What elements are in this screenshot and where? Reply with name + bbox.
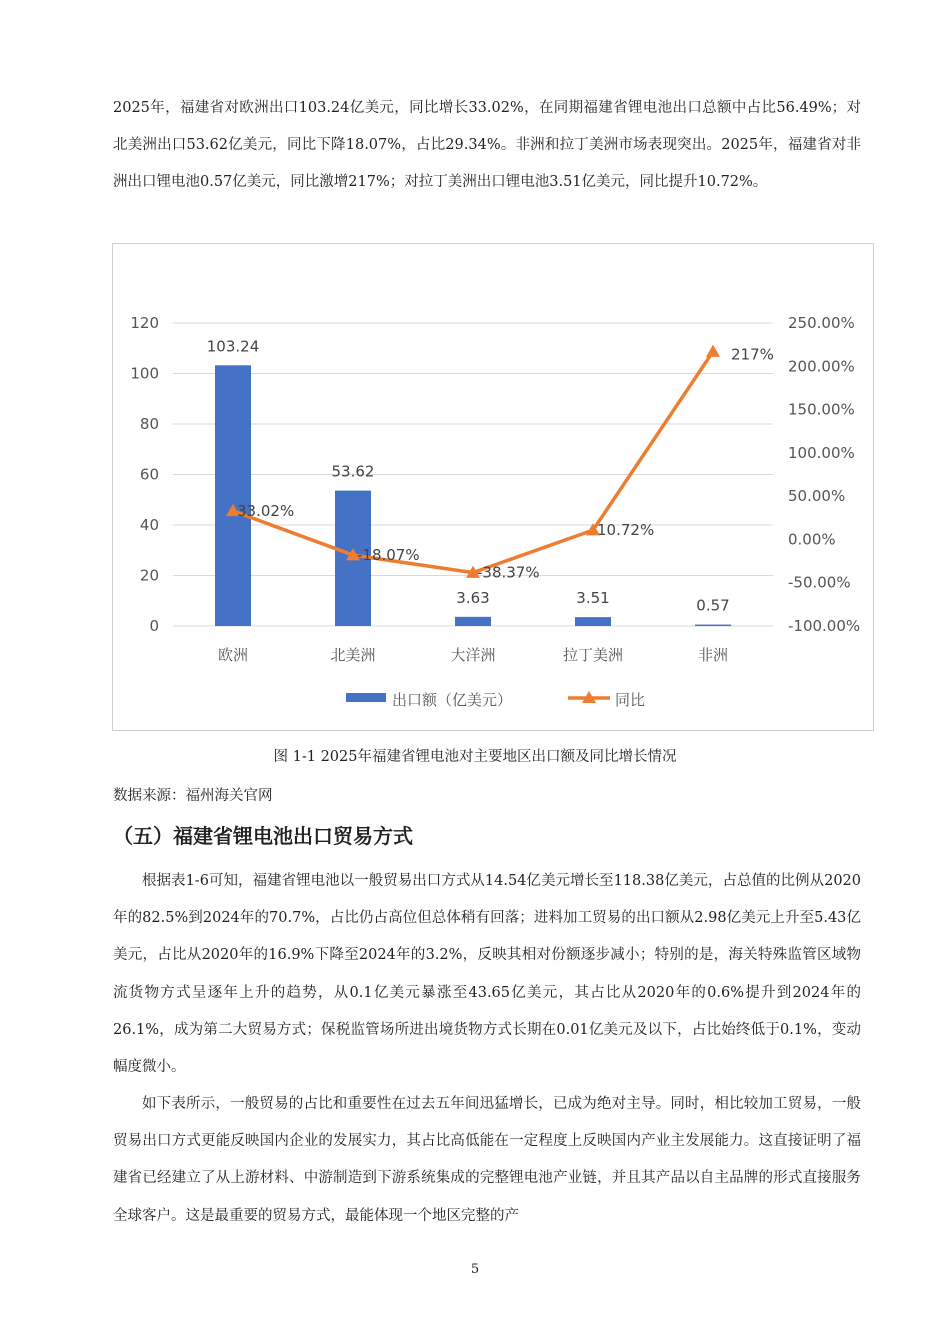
y-left-tick-label: 60 [139,465,159,484]
y-left-tick-label: 120 [130,314,159,332]
bar [215,365,251,626]
bar-data-label: 3.63 [456,588,490,607]
y-left-tick-label: 100 [130,364,159,383]
bar-data-label: 53.62 [331,462,375,481]
y-right-tick-label: -50.00% [788,573,851,592]
line-data-label: 33.02% [237,501,295,520]
y-right-tick-label: 50.00% [788,487,846,506]
paragraph-export-by-region: 2025年，福建省对欧洲出口103.24亿美元，同比增长33.02%，在同期福建省锂电池出口总额中占比56.49%；对北美洲出口53.62亿美元，同比下降18.07%，占比29.34%。非洲和拉丁美洲市场表现突出。2025年，福建省对非洲出口锂电池0.57亿美元，同比激增217%；对拉丁美洲出口锂电池3.51亿美元，同比提升10.72%。 [113,100,861,191]
y-right-tick-label: 0.00% [788,530,836,549]
paragraph-general-trade: 如下表所示，一般贸易的占比和重要性在过去五年间迅猛增长，已成为绝对主导。同时，相比较加工贸易，一般贸易出口方式更能反映国内企业的发展实力，其占比高低能在一定程度上反映国内产业主发展能力。这直接证明了福建省已经建立了从上游材料、中游制造到下游系统集成的完整锂电池产业链，并且其产品以自主品牌的形式直接服务全球客户。这是最重要的贸易方式，最能体现一个地区完整的产 [113,1096,861,1224]
bar [455,617,491,626]
line-point [706,345,720,357]
bar [575,617,611,626]
y-right-tick-label: -100.00% [788,617,861,635]
x-tick-label: 大洋洲 [450,646,496,664]
page-number: 5 [470,1262,480,1277]
x-tick-label: 拉丁美洲 [562,646,624,664]
bar-data-label: 103.24 [206,337,260,356]
line-series [233,352,713,573]
line-data-label: -18.07% [357,546,420,565]
y-right-tick-label: 150.00% [788,400,855,419]
legend-line-label: 同比 [615,691,646,709]
y-left-tick-label: 40 [139,516,159,534]
y-left-tick-label: 80 [139,415,159,433]
x-tick-label: 北美洲 [330,646,376,664]
bar-data-label: 3.51 [576,589,610,608]
x-tick-label: 非洲 [697,646,729,664]
y-left-tick-label: 20 [139,566,159,585]
figure-chart-frame [112,243,874,731]
line-data-label: -38.37% [477,563,540,582]
section-heading: （五）福建省锂电池出口贸易方式 [113,824,413,848]
bar-data-label: 0.57 [696,596,730,615]
legend-bar-label: 出口额（亿美元） [392,691,513,709]
line-data-label: 217% [731,345,774,364]
y-left-tick-label: 0 [149,617,159,635]
paragraph-trade-mode: 根据表1-6可知，福建省锂电池以一般贸易出口方式从14.54亿美元增长至118.38亿美元，占总值的比例从2020年的82.5%到2024年的70.7%，占比仍占高位但总体稍有回落；进料加工贸易的出口额从2.98亿美元上升至5.43亿美元，占比从2020年的16.9%下降至2024年的3.2%，反映其相对份额逐步减小；特别的是，海关特殊监管区域物流货物方式呈逐年上升的趋势，从0.1亿美元暴涨至43.65亿美元，其占比从2020年的0.6%提升到2024年的26.1%，成为第二大贸易方式；保税监管场所进出境货物方式长期在0.01亿美元及以下，占比始终低于0.1%，变动幅度微小。 [113,873,861,1076]
x-tick-label: 欧洲 [217,646,249,664]
y-right-tick-label: 100.00% [788,443,855,462]
bar [695,625,731,626]
y-right-tick-label: 250.00% [788,314,855,332]
legend-bar-swatch [346,693,386,702]
y-right-tick-label: 200.00% [788,357,855,376]
line-data-label: 10.72% [597,521,655,540]
data-source: 数据来源：福州海关官网 [113,788,273,804]
export-chart [113,244,872,729]
figure-caption: 图 1-1 2025年福建省锂电池对主要地区出口额及同比增长情况 [273,749,677,765]
